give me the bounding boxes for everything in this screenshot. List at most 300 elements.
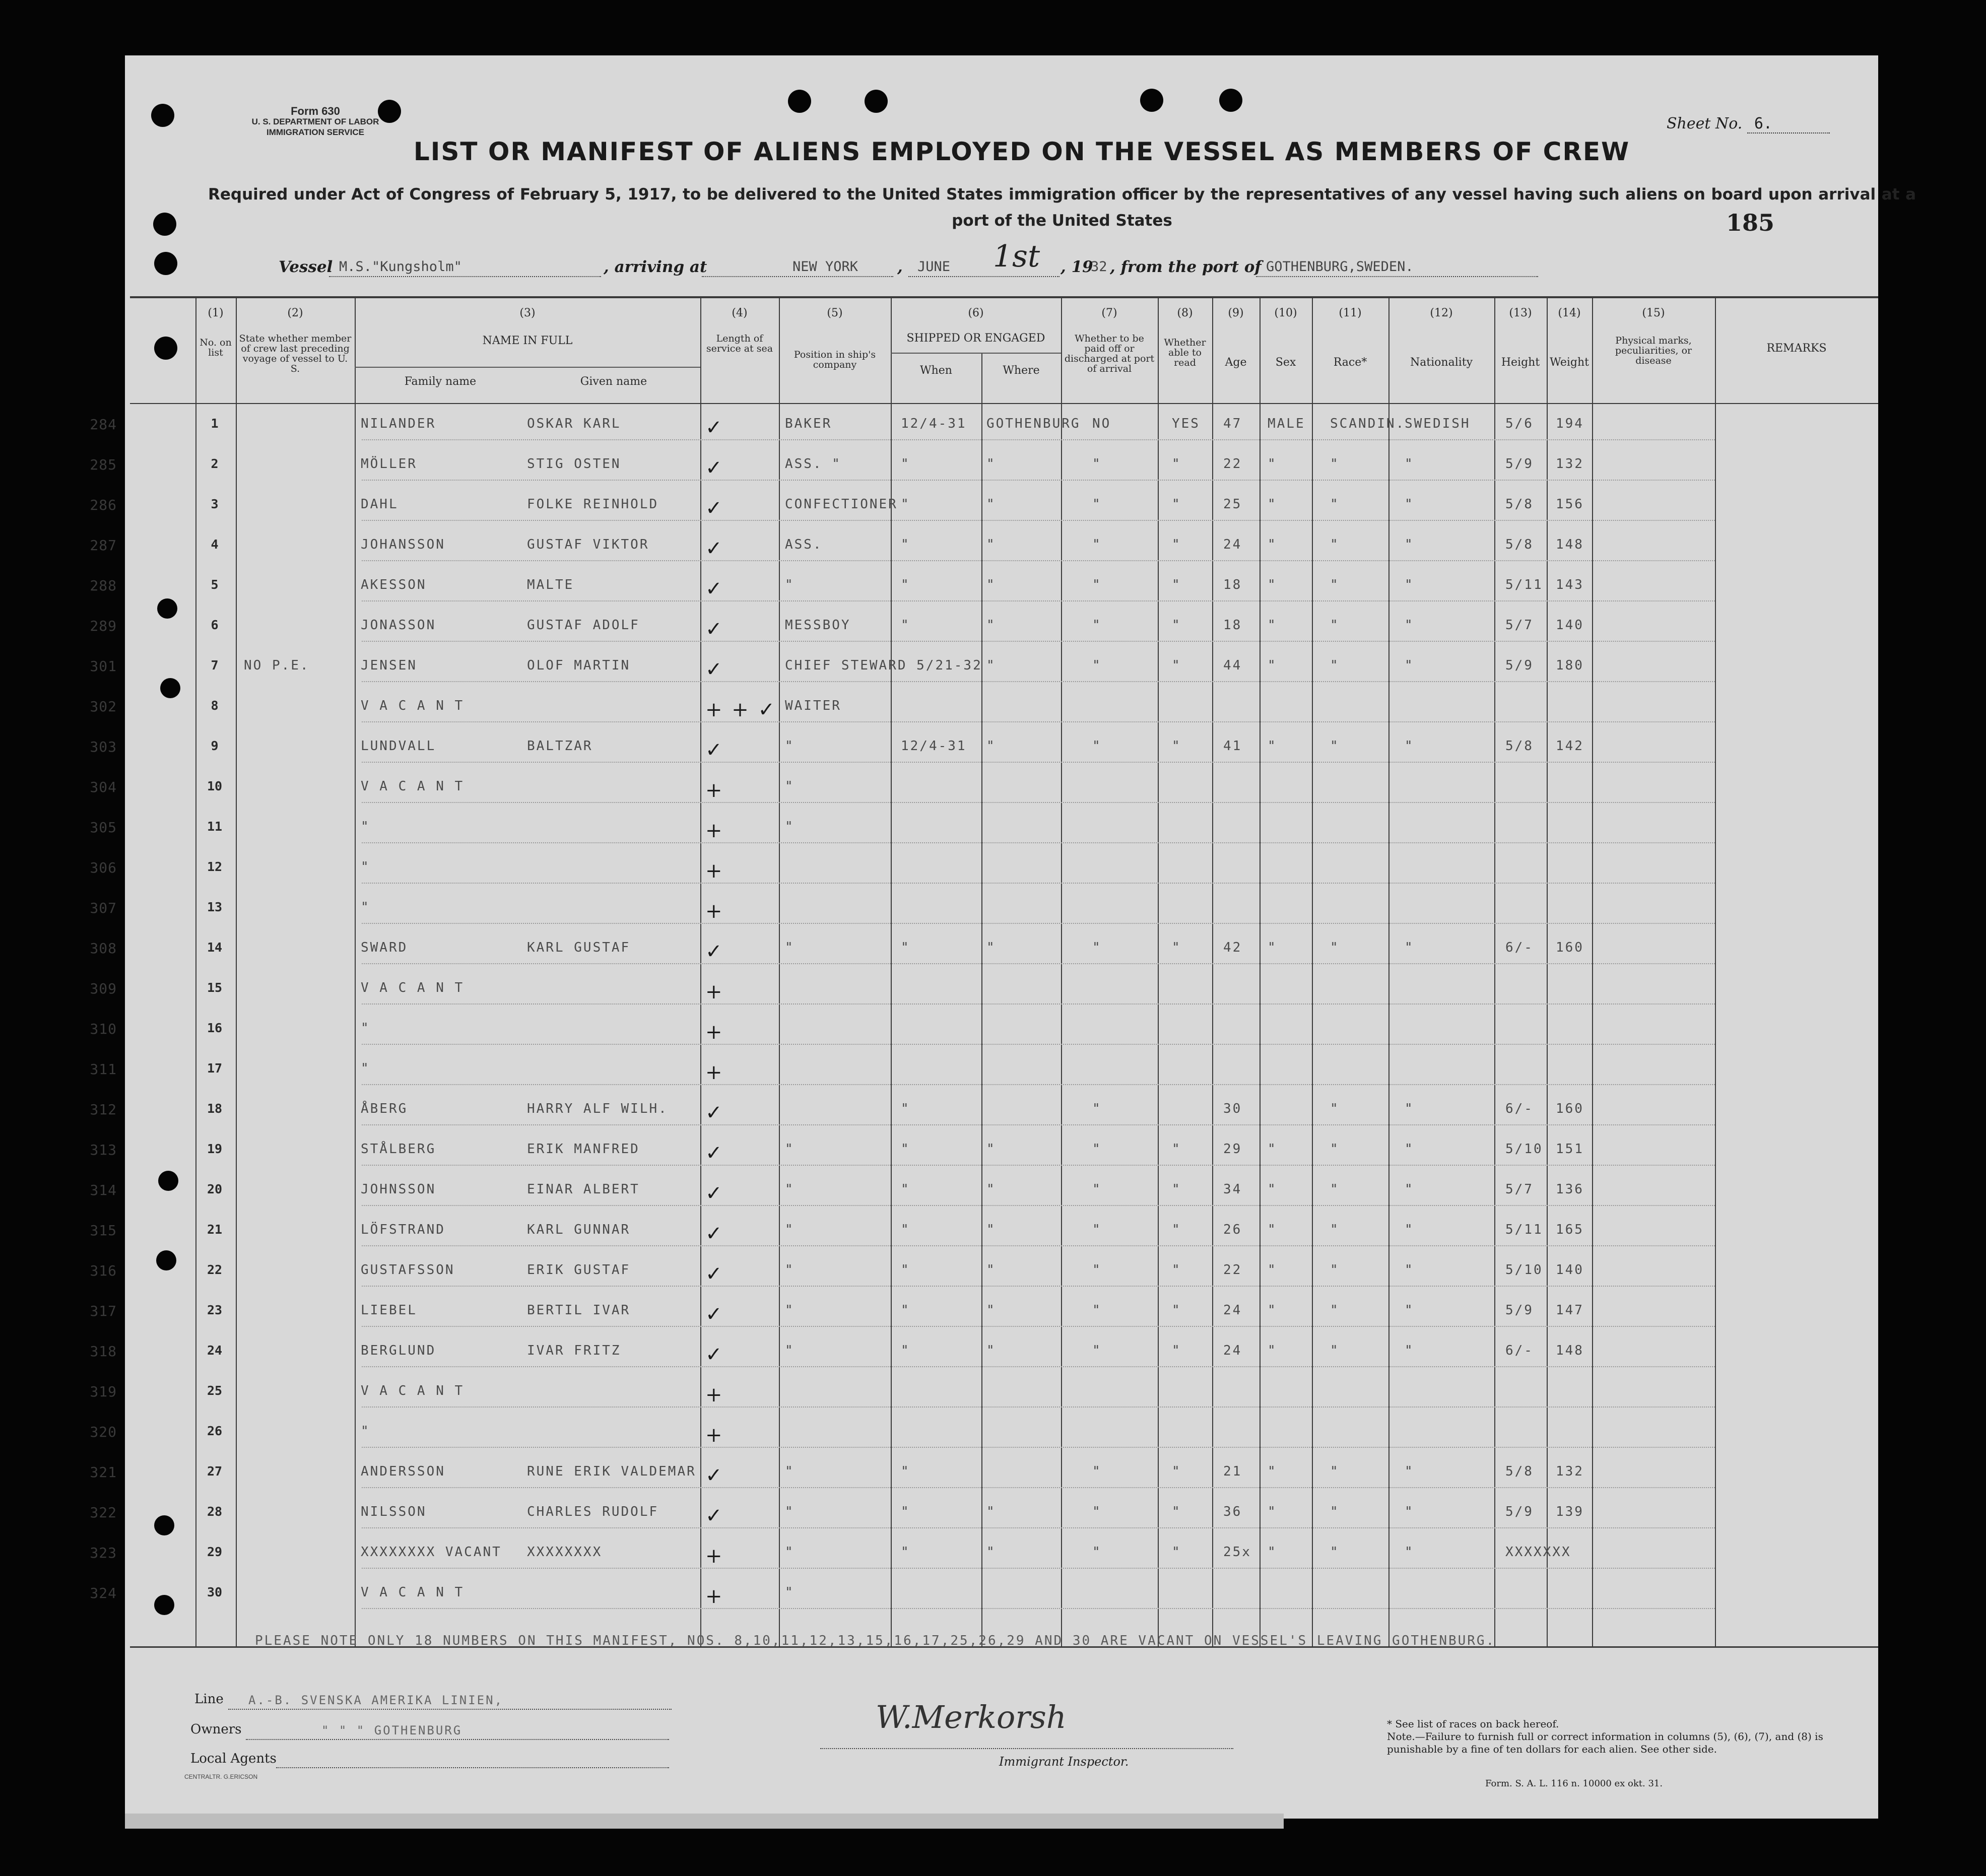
cell-family: JOHANSSON: [361, 537, 445, 552]
cell-race: ": [1330, 497, 1340, 512]
cell-no: 17: [207, 1061, 223, 1076]
cell-when: 12/4-31: [901, 416, 967, 431]
cell-seq: 314: [90, 1182, 117, 1198]
cell-given: ERIK GUSTAF: [527, 1262, 631, 1278]
cell-weight: 136: [1556, 1182, 1584, 1197]
cell-seq: 313: [90, 1142, 117, 1158]
col-12-number: (12): [1430, 307, 1453, 319]
cell-nationality: ": [1405, 940, 1414, 955]
cell-weight: 160: [1556, 940, 1584, 955]
cell-when: ": [901, 537, 910, 552]
departure-port: GOTHENBURG,SWEDEN.: [1266, 259, 1414, 275]
cell-where: ": [986, 1222, 996, 1237]
cell-no: 4: [211, 537, 219, 552]
cell-sex: ": [1268, 940, 1277, 955]
cell-seq: 288: [90, 577, 117, 594]
cell-family: V A C A N T: [361, 1585, 465, 1600]
cell-where: ": [986, 577, 996, 592]
cell-paid: ": [1092, 1142, 1102, 1157]
cell-length: +: [705, 980, 724, 1003]
cell-seq: 312: [90, 1101, 117, 1118]
table-row: [90, 1142, 1878, 1182]
cell-read: ": [1172, 1464, 1181, 1479]
cell-family: ": [361, 1061, 370, 1076]
footnote-penalty: Note.—Failure to furnish full or correct information in columns (5), (6), (7), and (8) is punishable by a fine of ten dollars for each alien. See other side.: [1387, 1730, 1823, 1755]
cell-nationality: ": [1405, 1142, 1414, 1157]
cell-read: ": [1172, 497, 1181, 512]
cell-when: ": [901, 1182, 910, 1197]
cell-nationality: ": [1405, 1545, 1414, 1560]
cell-paid: ": [1092, 940, 1102, 955]
cell-race: ": [1330, 456, 1340, 472]
table-row: [90, 658, 1878, 698]
cell-no: 23: [207, 1303, 223, 1317]
cell-family: MÖLLER: [361, 456, 417, 472]
cell-given: EINAR ALBERT: [527, 1182, 640, 1197]
cell-given: KARL GUNNAR: [527, 1222, 631, 1237]
vessel-name: M.S."Kungsholm": [339, 259, 462, 275]
manifest-sheet: [90, 55, 1916, 1819]
cell-family: JONASSON: [361, 618, 436, 633]
cell-nationality: ": [1405, 1182, 1414, 1197]
cell-sex: ": [1268, 658, 1277, 673]
cell-weight: 160: [1556, 1101, 1584, 1116]
cell-nationality: SWEDISH: [1405, 416, 1471, 431]
cell-family: BERGLUND: [361, 1343, 436, 1358]
cell-height: 5/8: [1505, 1464, 1534, 1479]
col-13-number: (13): [1509, 307, 1532, 319]
punch-hole: [151, 104, 174, 127]
cell-age: 26: [1223, 1222, 1242, 1237]
cell-read: ": [1172, 456, 1181, 472]
cell-length: +: [705, 779, 724, 802]
header-bottom-rule: [130, 403, 1878, 404]
cell-race: ": [1330, 940, 1340, 955]
col-6-when: When: [920, 364, 952, 377]
cell-seq: 320: [90, 1424, 117, 1440]
cell-no: 28: [207, 1504, 223, 1519]
cell-age: 22: [1223, 456, 1242, 472]
table-row: [90, 1182, 1878, 1222]
cell-weight: 194: [1556, 416, 1584, 431]
cell-seq: 316: [90, 1262, 117, 1279]
cell-sex: ": [1268, 577, 1277, 592]
cell-sex: ": [1268, 537, 1277, 552]
line-value: A.-B. SVENSKA AMERIKA LINIEN,: [248, 1693, 504, 1707]
cell-given: HARRY ALF WILH.: [527, 1101, 668, 1116]
cell-seq: 306: [90, 859, 117, 876]
cell-nationality: ": [1405, 1343, 1414, 1358]
cell-family: NILSSON: [361, 1504, 427, 1519]
cell-read: ": [1172, 618, 1181, 633]
table-row: [90, 1585, 1878, 1625]
from-label: , from the port of: [1110, 258, 1262, 276]
table-row: [90, 618, 1878, 658]
cell-height: 6/-: [1505, 940, 1534, 955]
cell-where: ": [986, 1262, 996, 1278]
cell-position: ": [785, 1182, 795, 1197]
cell-family: ": [361, 1424, 370, 1439]
cell-length: ✓: [705, 497, 724, 520]
cell-no: 14: [207, 940, 223, 955]
cell-position: ASS.: [785, 537, 823, 552]
cell-age: 18: [1223, 577, 1242, 592]
cell-length: + + ✓: [705, 698, 776, 721]
cell-height: 5/11: [1505, 1222, 1543, 1237]
cell-height: 5/10: [1505, 1262, 1543, 1278]
cell-family: ": [361, 859, 370, 875]
table-row: [90, 1464, 1878, 1504]
cell-race: ": [1330, 1303, 1340, 1318]
punch-hole: [865, 90, 888, 113]
cell-seq: 315: [90, 1222, 117, 1239]
cell-length: ✓: [705, 1303, 724, 1326]
cell-family: JOHNSSON: [361, 1182, 436, 1197]
vessel-label: Vessel: [279, 258, 333, 276]
cell-given: XXXXXXXX: [527, 1545, 603, 1560]
cell-length: ✓: [705, 537, 724, 560]
cell-when: ": [901, 1101, 910, 1116]
cell-paid: ": [1092, 497, 1102, 512]
cell-length: ✓: [705, 739, 724, 762]
cell-position: ": [785, 1142, 795, 1157]
cell-where: ": [986, 1504, 996, 1519]
cell-seq: 317: [90, 1303, 117, 1319]
cell-position: ": [785, 1464, 795, 1479]
cell-no: 8: [211, 698, 219, 713]
cell-where: ": [986, 456, 996, 472]
punch-hole: [154, 252, 177, 275]
cell-read: ": [1172, 1262, 1181, 1278]
printer-mark: CENTRALTR. G.ERICSON: [184, 1773, 258, 1780]
cell-given: OSKAR KARL: [527, 416, 621, 431]
cell-position: ": [785, 577, 795, 592]
cell-position: ": [785, 739, 795, 754]
cell-read: ": [1172, 658, 1181, 673]
cell-length: +: [705, 1021, 724, 1044]
table-row: [90, 1222, 1878, 1262]
punch-hole: [153, 213, 176, 236]
page-subtitle: Required under Act of Congress of February 5, 1917, to be delivered to the United States immigration officer by the representatives of any vessel having such aliens on board upon arrival at a port of the United States: [208, 185, 1916, 230]
cell-given: GUSTAF ADOLF: [527, 618, 640, 633]
owners-value: " " " GOTHENBURG: [321, 1723, 462, 1737]
table-row: [90, 739, 1878, 779]
cell-where: ": [986, 1303, 996, 1318]
cell-seq: 319: [90, 1383, 117, 1400]
cell-length: +: [705, 900, 724, 923]
cell-position: WAITER: [785, 698, 841, 713]
cell-length: ✓: [705, 1222, 724, 1245]
cell-length: +: [705, 1424, 724, 1447]
cell-length: ✓: [705, 1464, 724, 1487]
punch-hole: [1140, 89, 1163, 112]
cell-no: 13: [207, 900, 223, 914]
cell-seq: 302: [90, 698, 117, 715]
cell-when: ": [901, 1343, 910, 1358]
cell-given: MALTE: [527, 577, 574, 592]
cell-weight: 148: [1556, 1343, 1584, 1358]
cell-length: +: [705, 1585, 724, 1608]
cell-where: GOTHENBURG: [986, 416, 1081, 431]
cell-seq: 318: [90, 1343, 117, 1360]
col-9-number: (9): [1228, 307, 1244, 319]
page-title: LIST OR MANIFEST OF ALIENS EMPLOYED ON THE VESSEL AS MEMBERS OF CREW: [413, 137, 1630, 166]
cell-height: 5/7: [1505, 618, 1534, 633]
page-edge: [125, 1814, 1284, 1829]
col-3-number: (3): [519, 307, 536, 319]
cell-height: 5/9: [1505, 658, 1534, 673]
table-row: [90, 1504, 1878, 1545]
cell-seq: 284: [90, 416, 117, 433]
cell-weight: 147: [1556, 1303, 1584, 1318]
col-14-number: (14): [1558, 307, 1581, 319]
col-11-number: (11): [1339, 307, 1362, 319]
cell-where: ": [986, 497, 996, 512]
department-name: U. S. DEPARTMENT OF LABOR: [251, 117, 379, 126]
cell-sex: ": [1268, 1504, 1277, 1519]
cell-age: 42: [1223, 940, 1242, 955]
cell-height: 5/10: [1505, 1142, 1543, 1157]
cell-race: ": [1330, 658, 1340, 673]
cell-weight: 132: [1556, 456, 1584, 472]
cell-family: V A C A N T: [361, 1383, 465, 1398]
form-number: Form 630: [291, 105, 340, 117]
cell-seq: 310: [90, 1021, 117, 1037]
cell-nationality: ": [1405, 1222, 1414, 1237]
owners-label: Owners: [190, 1722, 242, 1737]
cell-no: 24: [207, 1343, 223, 1358]
cell-no: 22: [207, 1262, 223, 1277]
cell-position: ": [785, 1343, 795, 1358]
col-8-header: Whether able to read: [1164, 337, 1206, 368]
form-footer: Form. S. A. L. 116 n. 10000 ex okt. 31.: [1485, 1778, 1663, 1789]
cell-position: MESSBOY: [785, 618, 851, 633]
col-1-header: No. on list: [200, 337, 232, 358]
cell-paid: ": [1092, 537, 1102, 552]
cell-given: IVAR FRITZ: [527, 1343, 621, 1358]
arrival-year: 32: [1091, 259, 1107, 275]
table-row: [90, 1061, 1878, 1101]
cell-seq: 324: [90, 1585, 117, 1601]
cell-length: ✓: [705, 1262, 724, 1286]
cell-length: ✓: [705, 416, 724, 439]
cell-race: ": [1330, 1142, 1340, 1157]
cell-height: 5/9: [1505, 1303, 1534, 1318]
cell-family: NILANDER: [361, 416, 436, 431]
table-row: [90, 940, 1878, 980]
table-row: [90, 1021, 1878, 1061]
cell-height: 5/6: [1505, 416, 1534, 431]
col-5-header: Position in ship's company: [793, 349, 876, 370]
cell-when: ": [901, 1303, 910, 1318]
cell-family: JENSEN: [361, 658, 417, 673]
cell-weight: 156: [1556, 497, 1584, 512]
col-10-number: (10): [1274, 307, 1297, 319]
cell-race: ": [1330, 1222, 1340, 1237]
cell-age: 25x: [1223, 1545, 1251, 1560]
cell-when: ": [901, 577, 910, 592]
table-row: [90, 819, 1878, 859]
cell-given: RUNE ERIK VALDEMAR: [527, 1464, 696, 1479]
cell-race: ": [1330, 577, 1340, 592]
cell-given: BERTIL IVAR: [527, 1303, 631, 1318]
cell-no: 2: [211, 456, 219, 471]
col-6-number: (6): [968, 307, 984, 319]
cell-family: GUSTAFSSON: [361, 1262, 455, 1278]
cell-race: ": [1330, 1464, 1340, 1479]
cell-position: ": [785, 1504, 795, 1519]
cell-no: 29: [207, 1545, 223, 1559]
arriving-label: , arriving at: [604, 258, 707, 276]
cell-position: ": [785, 1585, 795, 1600]
cell-height: 5/8: [1505, 497, 1534, 512]
cell-length: +: [705, 819, 724, 842]
cell-paid: ": [1092, 1101, 1102, 1116]
line-label: Line: [194, 1692, 224, 1707]
cell-seq: 322: [90, 1504, 117, 1521]
cell-position: ": [785, 1303, 795, 1318]
cell-family: LÖFSTRAND: [361, 1222, 445, 1237]
cell-no: 1: [211, 416, 219, 431]
cell-age: 34: [1223, 1182, 1242, 1197]
cell-age: 41: [1223, 739, 1242, 754]
cell-when: ": [901, 940, 910, 955]
col-6-header: SHIPPED OR ENGAGED: [906, 332, 1045, 345]
cell-no: 16: [207, 1021, 223, 1035]
cell-paid: ": [1092, 1545, 1102, 1560]
cell-family: ÅBERG: [361, 1101, 408, 1116]
cell-read: ": [1172, 940, 1181, 955]
col-6-where: Where: [1003, 364, 1040, 377]
cell-seq: 301: [90, 658, 117, 675]
cell-length: ✓: [705, 658, 724, 681]
cell-sex: ": [1268, 456, 1277, 472]
cell-seq: 304: [90, 779, 117, 795]
cell-height: 5/7: [1505, 1182, 1534, 1197]
cell-seq: 307: [90, 900, 117, 916]
cell-family: LIEBEL: [361, 1303, 417, 1318]
cell-sex: ": [1268, 1303, 1277, 1318]
col-15-number: (15): [1642, 307, 1665, 319]
cell-age: 29: [1223, 1142, 1242, 1157]
cell-family: V A C A N T: [361, 980, 465, 995]
table-row: [90, 537, 1878, 577]
table-row: [90, 1303, 1878, 1343]
inspector-label: Immigrant Inspector.: [999, 1755, 1129, 1769]
cell-age: 24: [1223, 1303, 1242, 1318]
cell-paid: ": [1092, 1262, 1102, 1278]
cell-age: 30: [1223, 1101, 1242, 1116]
table-row: [90, 456, 1878, 497]
cell-height: 6/-: [1505, 1101, 1534, 1116]
cell-family: XXXXXXXX VACANT: [361, 1545, 502, 1560]
cell-age: 36: [1223, 1504, 1242, 1519]
cell-weight: 142: [1556, 739, 1584, 754]
cell-weight: 148: [1556, 537, 1584, 552]
cell-read: ": [1172, 1504, 1181, 1519]
cell-sex: MALE: [1268, 416, 1305, 431]
cell-age: 21: [1223, 1464, 1242, 1479]
col-12-header: Nationality: [1410, 356, 1473, 369]
cell-length: +: [705, 1061, 724, 1084]
cell-race: ": [1330, 1182, 1340, 1197]
cell-no: 18: [207, 1101, 223, 1116]
cell-nationality: ": [1405, 618, 1414, 633]
cell-no: 15: [207, 980, 223, 995]
cell-weight: 140: [1556, 618, 1584, 633]
col-15-header: Physical marks, peculiarities, or disease: [1615, 335, 1692, 366]
cell-family: V A C A N T: [361, 779, 465, 794]
cell-sex: ": [1268, 497, 1277, 512]
cell-sex: ": [1268, 739, 1277, 754]
cell-race: ": [1330, 1101, 1340, 1116]
cell-read: ": [1172, 739, 1181, 754]
cell-age: 44: [1223, 658, 1242, 673]
cell-seq: 303: [90, 739, 117, 755]
col-1-number: (1): [208, 307, 224, 319]
cell-paid: NO: [1092, 416, 1111, 431]
table-row: [90, 577, 1878, 618]
cell-weight: 165: [1556, 1222, 1584, 1237]
cell-seq: 285: [90, 456, 117, 473]
table-row: [90, 779, 1878, 819]
cell-paid: ": [1092, 1303, 1102, 1318]
cell-read: ": [1172, 1343, 1181, 1358]
cell-length: ✓: [705, 1504, 724, 1527]
sheet-number: [1667, 115, 1830, 133]
cell-nationality: ": [1405, 1464, 1414, 1479]
cell-length: +: [705, 1545, 724, 1568]
cell-seq: 308: [90, 940, 117, 957]
cell-position: ": [785, 779, 795, 794]
cell-age: 24: [1223, 537, 1242, 552]
cell-nationality: ": [1405, 537, 1414, 552]
cell-family: AKESSON: [361, 577, 427, 592]
cell-age: 22: [1223, 1262, 1242, 1278]
table-row: [90, 416, 1878, 456]
col-3-family: Family name: [404, 375, 477, 388]
col-9-header: Age: [1225, 356, 1247, 369]
cell-paid: ": [1092, 1343, 1102, 1358]
cell-no: 12: [207, 859, 223, 874]
cell-position: CHIEF STEWARD 5/21-32: [785, 658, 982, 673]
cell-no: 10: [207, 779, 223, 793]
cell-nationality: ": [1405, 1504, 1414, 1519]
cell-given: FOLKE REINHOLD: [527, 497, 659, 512]
cell-given: CHARLES RUDOLF: [527, 1504, 659, 1519]
cell-when: ": [901, 456, 910, 472]
cell-read: ": [1172, 1303, 1181, 1318]
cell-sex: ": [1268, 618, 1277, 633]
cell-family: LUNDVALL: [361, 739, 436, 754]
cell-paid: ": [1092, 1504, 1102, 1519]
cell-no: 7: [211, 658, 219, 673]
cell-when: ": [901, 1464, 910, 1479]
cell-where: ": [986, 739, 996, 754]
cell-where: ": [986, 658, 996, 673]
cell-no: 20: [207, 1182, 223, 1196]
cell-where: ": [986, 1182, 996, 1197]
cell-race: ": [1330, 618, 1340, 633]
cell-where: ": [986, 940, 996, 955]
cell-family: ": [361, 819, 370, 834]
arrival-day: 1st: [993, 239, 1040, 274]
cell-sex: ": [1268, 1142, 1277, 1157]
cell-nationality: ": [1405, 456, 1414, 472]
cell-race: ": [1330, 1262, 1340, 1278]
cell-seq: 289: [90, 618, 117, 634]
cell-height: 5/11: [1505, 577, 1543, 592]
